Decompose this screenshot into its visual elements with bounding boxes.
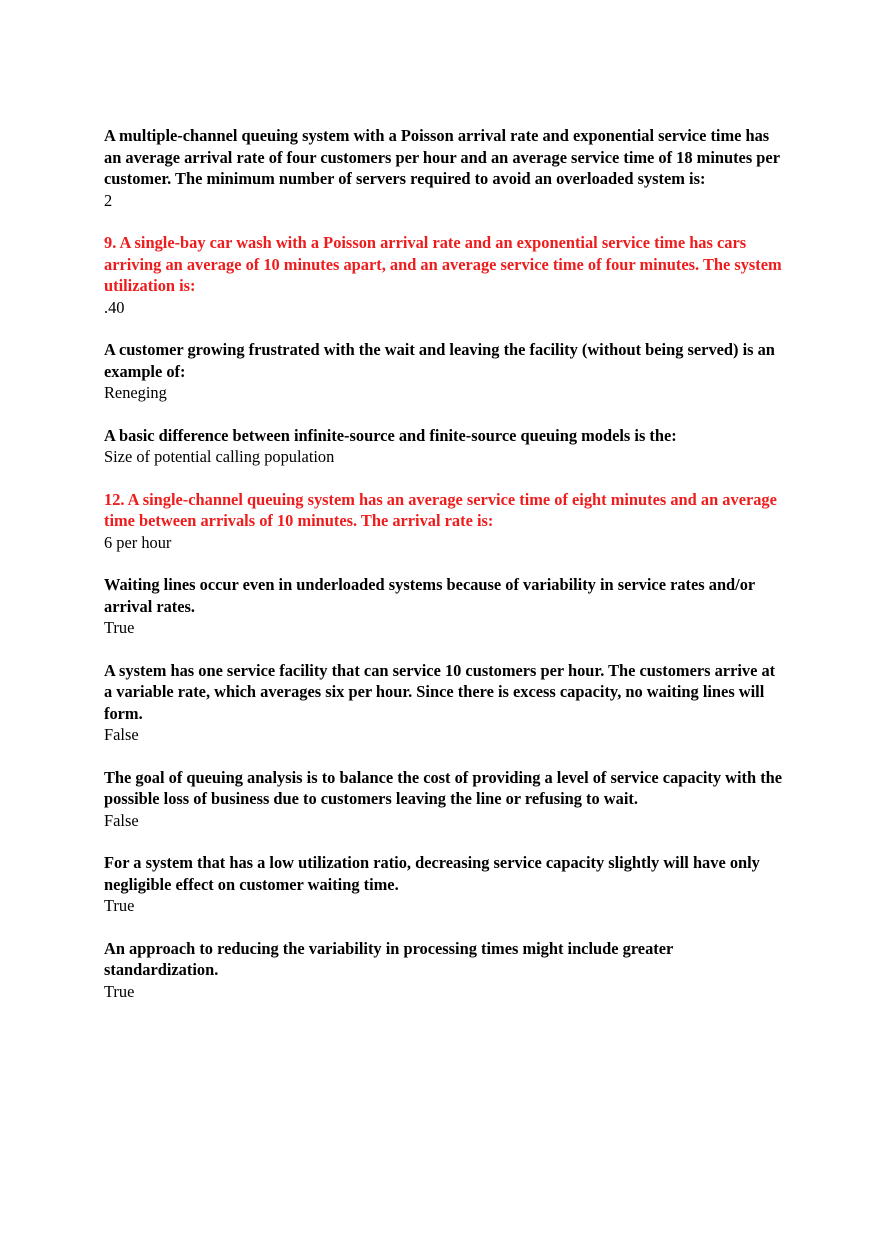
qa-item-7: [104, 660, 784, 746]
question-text: For a system that has a low utilization ratio, decreasing service capacity slightly will have only negligible effect on customer waiting time.: [104, 853, 760, 894]
qa-item-9: [104, 852, 784, 917]
answer-text: False: [104, 725, 139, 744]
answer-text: True: [104, 896, 135, 915]
qa-item-8: [104, 767, 784, 832]
qa-item-5: [104, 489, 784, 554]
answer-text: True: [104, 981, 135, 1001]
question-text-highlighted: 9. A single-bay car wash with a Poisson arrival rate and an exponential service time has cars arriving an average of 10 minutes apart, and an average service time of four minutes. The system utilization is:: [104, 233, 782, 295]
answer-text: .40: [104, 297, 125, 317]
qa-item-6: [104, 574, 784, 639]
answer-text: Size of potential calling population: [104, 447, 335, 466]
question-text: A basic difference between infinite-source and finite-source queuing models is the:: [104, 425, 677, 445]
qa-item-4: [104, 425, 784, 468]
qa-item-10: [104, 938, 784, 1003]
question-text: A system has one service facility that can service 10 customers per hour. The customers arrive at a variable rate, which averages six per hour. Since there is excess capacity, no waiting lines will form.: [104, 660, 776, 723]
answer-text: 2: [104, 190, 113, 210]
answer-text: False: [104, 810, 139, 830]
answer-text: Reneging: [104, 383, 167, 402]
question-text: A customer growing frustrated with the wait and leaving the facility (without being served) is an example of:: [104, 340, 775, 381]
question-text: A multiple-channel queuing system with a Poisson arrival rate and exponential service time has an average arrival rate of four customers per hour and an average service time of 18 minutes per customer. The minimum number of servers required to avoid an overloaded system is:: [104, 126, 780, 188]
answer-text: 6 per hour: [104, 532, 172, 552]
qa-item-1: [104, 125, 784, 211]
question-text-highlighted: 12. A single-channel queuing system has an average service time of eight minutes and an average time between arrivals of 10 minutes. The arrival rate is:: [104, 489, 777, 530]
answer-text: True: [104, 618, 135, 637]
qa-item-3: [104, 339, 784, 404]
question-text: The goal of queuing analysis is to balance the cost of providing a level of service capacity with the possible loss of business due to customers leaving the line or refusing to wait.: [104, 767, 783, 808]
question-text: An approach to reducing the variability in processing times might include greater standardization.: [104, 938, 673, 979]
qa-item-2: [104, 232, 784, 318]
question-text: Waiting lines occur even in underloaded systems because of variability in service rates and/or arrival rates.: [104, 575, 755, 616]
